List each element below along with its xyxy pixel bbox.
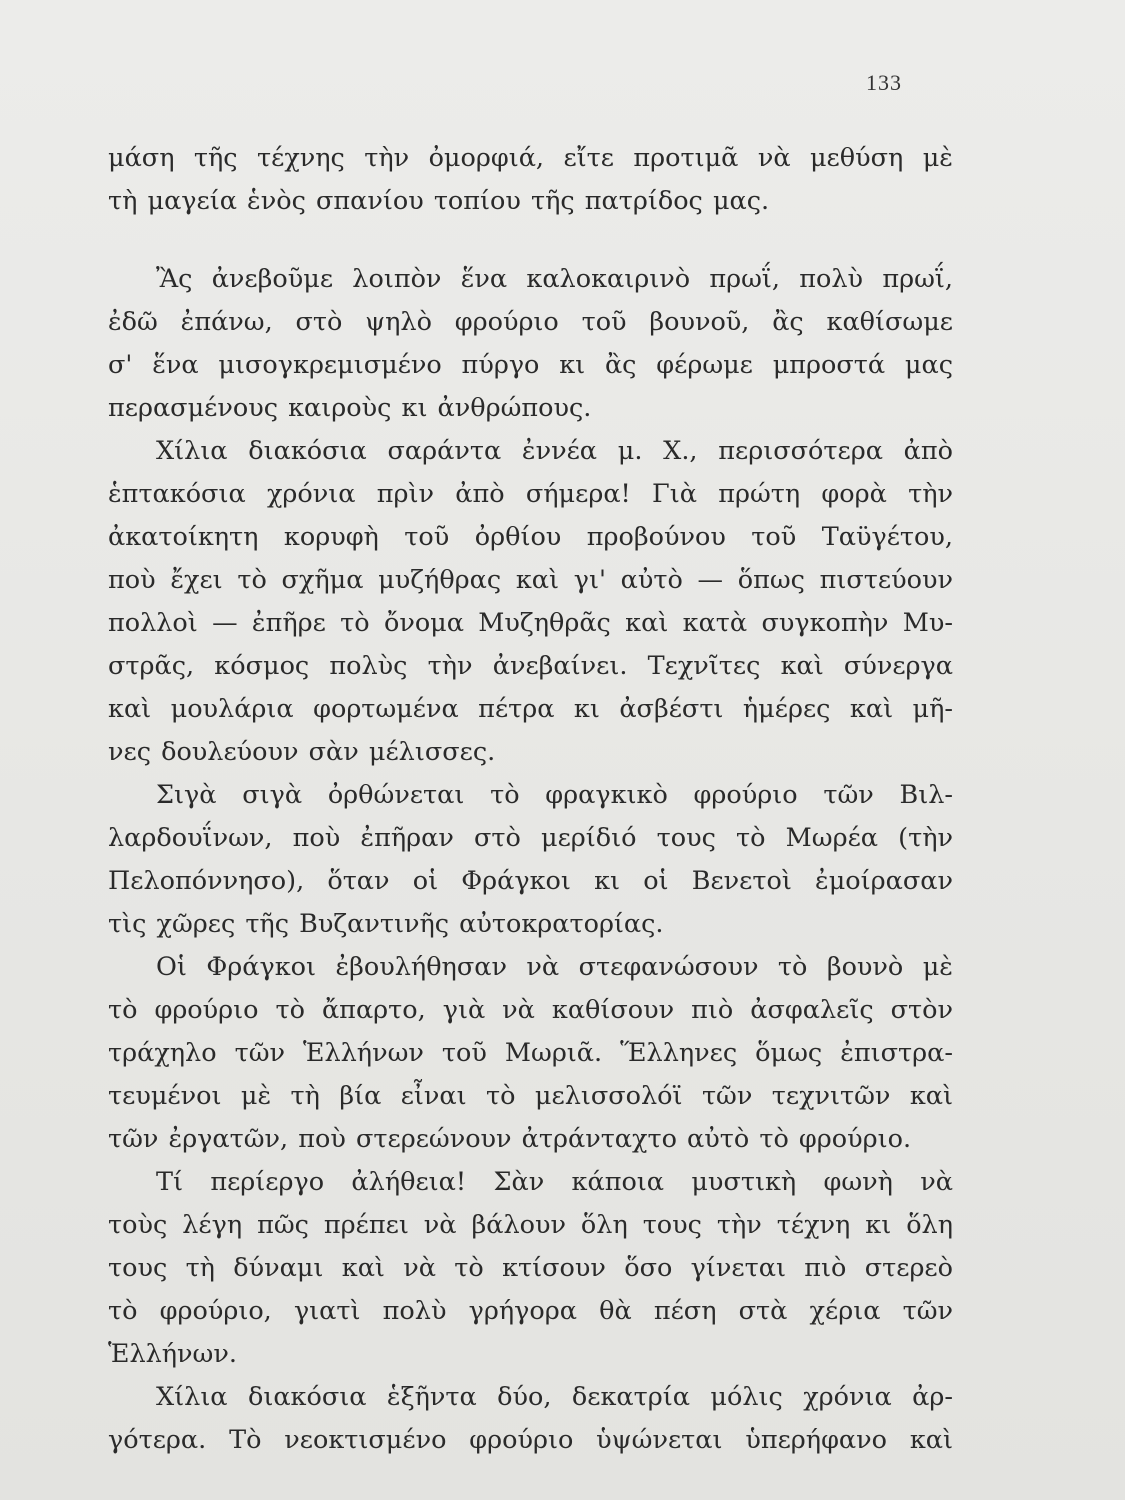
- text-line: τοὺς λέγη πῶς πρέπει νὰ βάλουν ὅλη τους τὴν τέχνη κι ὅλη: [108, 1210, 953, 1240]
- paragraph-first-line: Ἂς ἀνεβοῦμε λοιπὸν ἕνα καλοκαιρινὸ πρωΐ, πολὺ πρωΐ,: [156, 264, 953, 294]
- text-line: τους τὴ δύναμι καὶ νὰ τὸ κτίσουν ὅσο γίνεται πιὸ στερεὸ: [108, 1253, 953, 1283]
- text-line: τῶν ἐργατῶν, ποὺ στερεώνουν ἀτράνταχτο αὐτὸ τὸ φρούριο.: [108, 1124, 912, 1154]
- text-line: ποὺ ἔχει τὸ σχῆμα μυζήθρας καὶ γι' αὐτὸ — ὅπως πιστεύουν: [108, 565, 953, 595]
- text-line: σ' ἕνα μισογκρεμισμένο πύργο κι ἂς φέρωμε μπροστά μας: [108, 350, 953, 380]
- text-line: γότερα. Τὸ νεοκτισμένο φρούριο ὑψώνεται ὑπερήφανο καὶ: [108, 1425, 953, 1455]
- text-line: τὸ φρούριο, γιατὶ πολὺ γρήγορα θὰ πέση στὰ χέρια τῶν: [108, 1296, 953, 1326]
- text-line: Ἑλλήνων.: [108, 1339, 237, 1369]
- text-line: τὶς χῶρες τῆς Βυζαντινῆς αὐτοκρατορίας.: [108, 909, 664, 939]
- text-line: Πελοπόννησο), ὅταν οἱ Φράγκοι κι οἱ Βενετοὶ ἐμοίρασαν: [108, 866, 953, 896]
- text-line: τὴ μαγεία ἑνὸς σπανίου τοπίου τῆς πατρίδος μας.: [108, 186, 770, 216]
- paragraph-first-line: Τί περίεργο ἀλήθεια! Σὰν κάποια μυστικὴ φωνὴ νὰ: [156, 1167, 953, 1197]
- text-line: μάση τῆς τέχνης τὴν ὀμορφιά, εἴτε προτιμᾶ νὰ μεθύση μὲ: [108, 143, 953, 173]
- paragraph-first-line: Οἱ Φράγκοι ἐβουλήθησαν νὰ στεφανώσουν τὸ βουνὸ μὲ: [156, 952, 953, 982]
- text-line: τὸ φρούριο τὸ ἄπαρτο, γιὰ νὰ καθίσουν πιὸ ἀσφαλεῖς στὸν: [108, 995, 953, 1025]
- text-line: καὶ μουλάρια φορτωμένα πέτρα κι ἀσβέστι ἡμέρες καὶ μῆ-: [108, 694, 953, 724]
- text-line: πολλοὶ — ἐπῆρε τὸ ὄνομα Μυζηθρᾶς καὶ κατὰ συγκοπὴν Μυ-: [108, 608, 953, 638]
- text-line: περασμένους καιροὺς κι ἀνθρώπους.: [108, 393, 592, 423]
- page-number: 133: [866, 70, 902, 95]
- text-line: τευμένοι μὲ τὴ βία εἶναι τὸ μελισσολόϊ τῶν τεχνιτῶν καὶ: [108, 1081, 953, 1111]
- paragraph-first-line: Σιγὰ σιγὰ ὀρθώνεται τὸ φραγκικὸ φρούριο τῶν Βιλ-: [156, 780, 953, 810]
- paragraph-gap: [108, 223, 953, 258]
- text-line: στρᾶς, κόσμος πολὺς τὴν ἀνεβαίνει. Τεχνῖτες καὶ σύνεργα: [108, 651, 953, 681]
- text-line: ἑπτακόσια χρόνια πρὶν ἀπὸ σήμερα! Γιὰ πρώτη φορὰ τὴν: [108, 479, 953, 509]
- paragraph-first-line: Χίλια διακόσια ἑξῆντα δύο, δεκατρία μόλις χρόνια ἀρ-: [156, 1382, 953, 1412]
- body-text: [108, 137, 953, 1462]
- text-line: ἀκατοίκητη κορυφὴ τοῦ ὀρθίου προβούνου τοῦ Ταϋγέτου,: [108, 522, 953, 552]
- paragraph-first-line: Χίλια διακόσια σαράντα ἐννέα μ. Χ., περισσότερα ἀπὸ: [156, 436, 953, 466]
- text-line: νες δουλεύουν σὰν μέλισσες.: [108, 737, 496, 767]
- text-line: τράχηλο τῶν Ἑλλήνων τοῦ Μωριᾶ. Ἕλληνες ὅμως ἐπιστρα-: [108, 1038, 953, 1068]
- text-line: ἐδῶ ἐπάνω, στὸ ψηλὸ φρούριο τοῦ βουνοῦ, ἂς καθίσωμε: [108, 307, 953, 337]
- text-line: λαρδουΐνων, ποὺ ἐπῆραν στὸ μερίδιό τους τὸ Μωρέα (τὴν: [108, 823, 953, 853]
